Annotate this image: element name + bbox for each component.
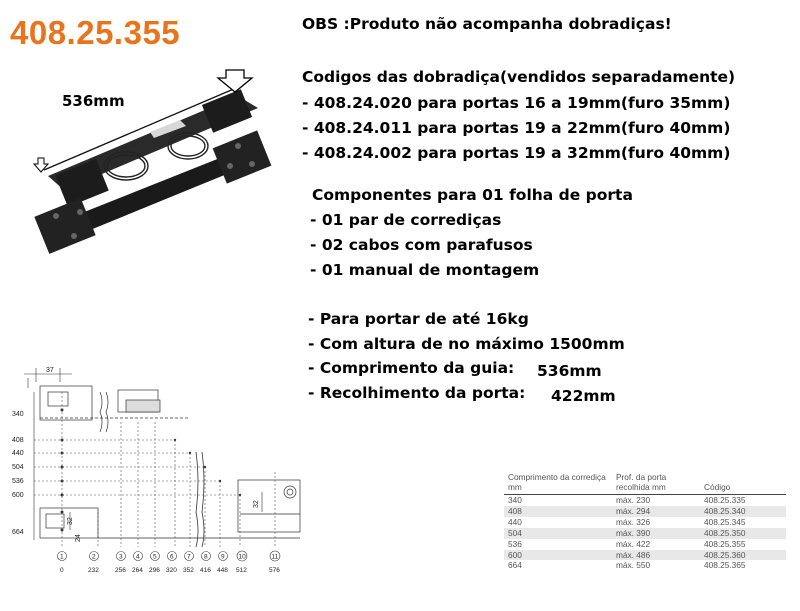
table-cell: 408.25.345	[704, 516, 746, 527]
svg-text:512: 512	[236, 567, 247, 574]
svg-text:6: 6	[170, 553, 174, 561]
dimension-text: 37	[46, 367, 54, 374]
table-cell: 600	[504, 550, 612, 561]
table-cell: máx. 294	[612, 506, 700, 517]
column-header: Comprimento da corrediça mm	[504, 470, 612, 495]
table-cell: máx. 422	[616, 538, 651, 549]
lower-slide-outline	[40, 480, 300, 538]
table-cell: 440	[508, 516, 522, 527]
table-row	[504, 539, 786, 550]
table-cell: 408.25.355	[704, 538, 746, 549]
hinge-item: - 408.24.002 para portas 19 a 32mm(furo 40mm)	[302, 144, 731, 162]
obs-note: OBS :Produto não acompanha dobradiças!	[302, 15, 672, 33]
svg-text:264: 264	[132, 567, 143, 574]
callout-8	[200, 552, 211, 575]
table-cell: 504	[504, 528, 612, 539]
callout-2	[88, 552, 99, 575]
hole-markers	[61, 409, 242, 532]
callout-11	[269, 551, 280, 574]
svg-text:1: 1	[60, 553, 64, 561]
table-cell: máx. 486	[612, 550, 700, 561]
table-cell: 340	[508, 495, 522, 505]
table-cell: 408.25.350	[700, 528, 786, 539]
svg-text:352: 352	[183, 567, 194, 574]
svg-text:8: 8	[204, 553, 208, 561]
svg-text:576: 576	[269, 567, 280, 574]
retraction-label: - Recolhimento da porta:	[308, 384, 526, 402]
components-heading: Componentes para 01 folha de porta	[312, 186, 633, 204]
dimension-label: 536mm	[62, 92, 125, 110]
svg-text:3: 3	[119, 553, 123, 561]
svg-text:32: 32	[253, 500, 260, 508]
svg-text:340: 340	[12, 411, 24, 418]
svg-text:4: 4	[136, 553, 140, 561]
svg-text:256: 256	[115, 567, 126, 574]
retraction-value: 422mm	[551, 387, 616, 405]
table-row	[504, 550, 786, 561]
guide-length-label: - Comprimento da guia:	[308, 359, 515, 377]
svg-text:320: 320	[166, 567, 177, 574]
svg-text:9: 9	[221, 553, 225, 561]
callout-1	[58, 552, 67, 575]
table-row	[504, 560, 786, 571]
product-code: 408.25.355	[10, 14, 181, 51]
svg-text:10: 10	[238, 553, 246, 561]
down-arrow-icon	[218, 70, 252, 92]
svg-text:448: 448	[217, 567, 228, 574]
table-cell: máx. 550	[616, 560, 651, 571]
svg-text:11: 11	[271, 553, 279, 561]
left-labels	[12, 411, 24, 536]
svg-text:232: 232	[88, 567, 99, 574]
table-cell: 408.25.340	[700, 506, 786, 517]
svg-text:5: 5	[153, 553, 157, 561]
dimension-24	[75, 534, 82, 542]
callout-7	[183, 552, 194, 575]
guide-length-value: 536mm	[537, 362, 602, 380]
column-header: Prof. da porta recolhida mm	[612, 470, 700, 495]
svg-text:536: 536	[12, 478, 24, 485]
technical-drawing	[0, 362, 305, 607]
svg-text:0: 0	[60, 567, 64, 574]
table-cell: 536	[508, 538, 522, 549]
table-cell: 408.25.335	[704, 495, 746, 505]
callout-10	[236, 551, 247, 574]
component-item: - 02 cabos com parafusos	[310, 236, 533, 254]
table-cell: máx. 230	[616, 495, 651, 505]
callout-3	[115, 552, 126, 575]
svg-text:440: 440	[12, 450, 24, 457]
svg-text:504: 504	[12, 464, 24, 471]
table-cell: máx. 390	[612, 528, 700, 539]
table-row	[504, 517, 786, 528]
component-item: - 01 par de corrediças	[310, 211, 502, 229]
table-cell: 664	[508, 560, 522, 571]
spec-item: - Com altura de no máximo 1500mm	[308, 335, 625, 353]
callout-9	[217, 552, 228, 575]
svg-text:296: 296	[149, 567, 160, 574]
table-row	[504, 495, 786, 506]
break-lines	[196, 452, 204, 547]
svg-text:408: 408	[12, 437, 24, 444]
table-cell: máx. 326	[616, 516, 651, 527]
svg-text:416: 416	[200, 567, 211, 574]
table-cell: 408.25.365	[704, 560, 746, 571]
svg-text:600: 600	[12, 492, 24, 499]
callouts	[58, 551, 281, 574]
table-cell: 408.25.360	[700, 550, 786, 561]
table-row	[504, 506, 786, 517]
svg-text:7: 7	[187, 553, 191, 561]
table-header-row	[504, 470, 786, 495]
spec-item: - Para portar de até 16kg	[308, 310, 529, 328]
callout-6	[166, 552, 177, 575]
table-row	[504, 528, 786, 539]
dimension-32	[67, 512, 74, 530]
table-cell: 408	[504, 506, 612, 517]
svg-text:32: 32	[67, 517, 74, 525]
hinge-item: - 408.24.011 para portas 19 a 22mm(furo 40mm)	[302, 119, 731, 137]
svg-text:664: 664	[12, 529, 24, 536]
hinges-heading: Codigos das dobradiça(vendidos separadamente)	[302, 68, 736, 86]
component-item: - 01 manual de montagem	[310, 261, 540, 279]
dimension-37	[24, 367, 72, 382]
dimension-32	[253, 492, 262, 512]
spec-table	[504, 470, 786, 571]
callout-5	[149, 552, 160, 575]
down-arrow-icon	[34, 158, 48, 172]
svg-text:2: 2	[92, 553, 96, 561]
svg-text:24: 24	[75, 534, 82, 542]
hinge-item: - 408.24.020 para portas 16 a 19mm(furo 35mm)	[302, 94, 731, 112]
column-header: Código	[700, 470, 786, 495]
callout-4	[132, 552, 143, 575]
